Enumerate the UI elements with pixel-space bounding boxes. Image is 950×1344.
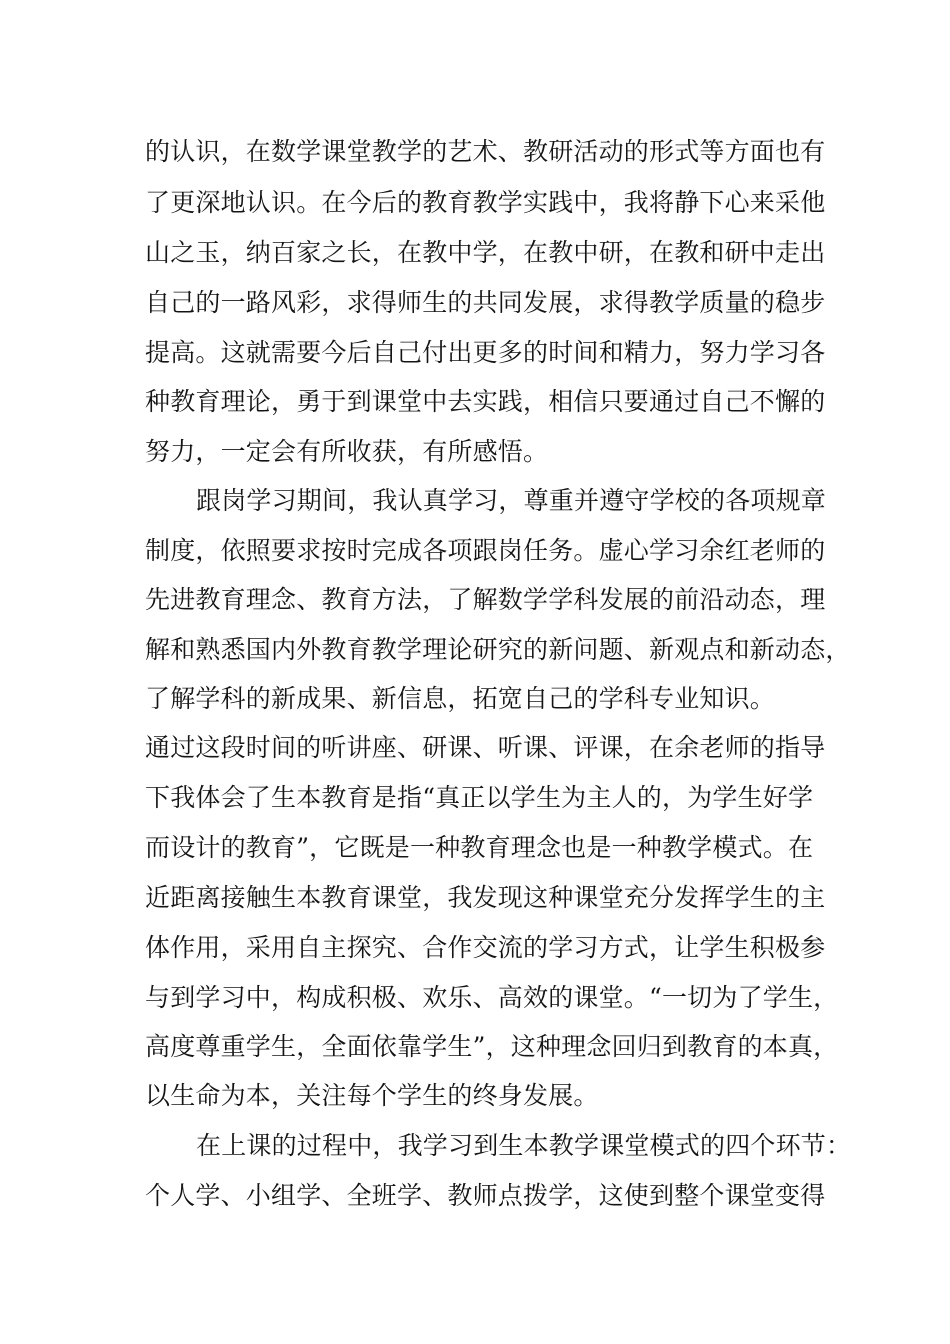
text-line: 自己的一路风彩，求得师生的共同发展，求得教学质量的稳步 bbox=[145, 288, 826, 317]
text-line: 先进教育理念、教育方法，了解数学学科发展的前沿动态，理 bbox=[145, 585, 826, 614]
text-line: 与到学习中，构成积极、欢乐、高效的课堂。“一切为了学生， bbox=[145, 983, 839, 1012]
text-line: 通过这段时间的听讲座、研课、听课、评课，在余老师的指导 bbox=[145, 733, 826, 762]
text-line: 下我体会了生本教育是指“真正以学生为主人的，为学生好学 bbox=[145, 783, 814, 812]
text-line: 了更深地认识。在今后的教育教学实践中，我将静下心来采他 bbox=[145, 188, 826, 217]
text-line: 提高。这就需要今后自己付出更多的时间和精力，努力学习各 bbox=[145, 338, 826, 367]
text-line: 近距离接触生本教育课堂，我发现这种课堂充分发挥学生的主 bbox=[145, 883, 826, 912]
text-line: 解和熟悉国内外教育教学理论研究的新问题、新观点和新动态， bbox=[145, 635, 851, 664]
text-line: 在上课的过程中，我学习到生本教学课堂模式的四个环节： bbox=[196, 1131, 852, 1160]
text-line: 跟岗学习期间，我认真学习，尊重并遵守学校的各项规章 bbox=[196, 486, 827, 515]
text-line: 的认识，在数学课堂教学的艺术、教研活动的形式等方面也有 bbox=[145, 137, 826, 166]
text-line: 努力，一定会有所收获，有所感悟。 bbox=[145, 437, 549, 466]
text-line: 以生命为本，关注每个学生的终身发展。 bbox=[145, 1081, 599, 1110]
text-line: 个人学、小组学、全班学、教师点拨学，这使到整个课堂变得 bbox=[145, 1181, 826, 1210]
text-line: 制度，依照要求按时完成各项跟岗任务。虚心学习余红老师的 bbox=[145, 536, 826, 565]
text-line: 了解学科的新成果、新信息，拓宽自己的学科专业知识。 bbox=[145, 684, 776, 713]
text-line: 体作用，采用自主探究、合作交流的学习方式，让学生积极参 bbox=[145, 933, 826, 962]
text-line: 种教育理论，勇于到课堂中去实践，相信只要通过自己不懈的 bbox=[145, 387, 826, 416]
text-line: 山之玉，纳百家之长，在教中学，在教中研，在教和研中走出 bbox=[145, 238, 826, 267]
text-line: 高度尊重学生，全面依靠学生”，这种理念回归到教育的本真， bbox=[145, 1032, 839, 1061]
text-line: 而设计的教育”，它既是一种教育理念也是一种教学模式。在 bbox=[145, 833, 814, 862]
